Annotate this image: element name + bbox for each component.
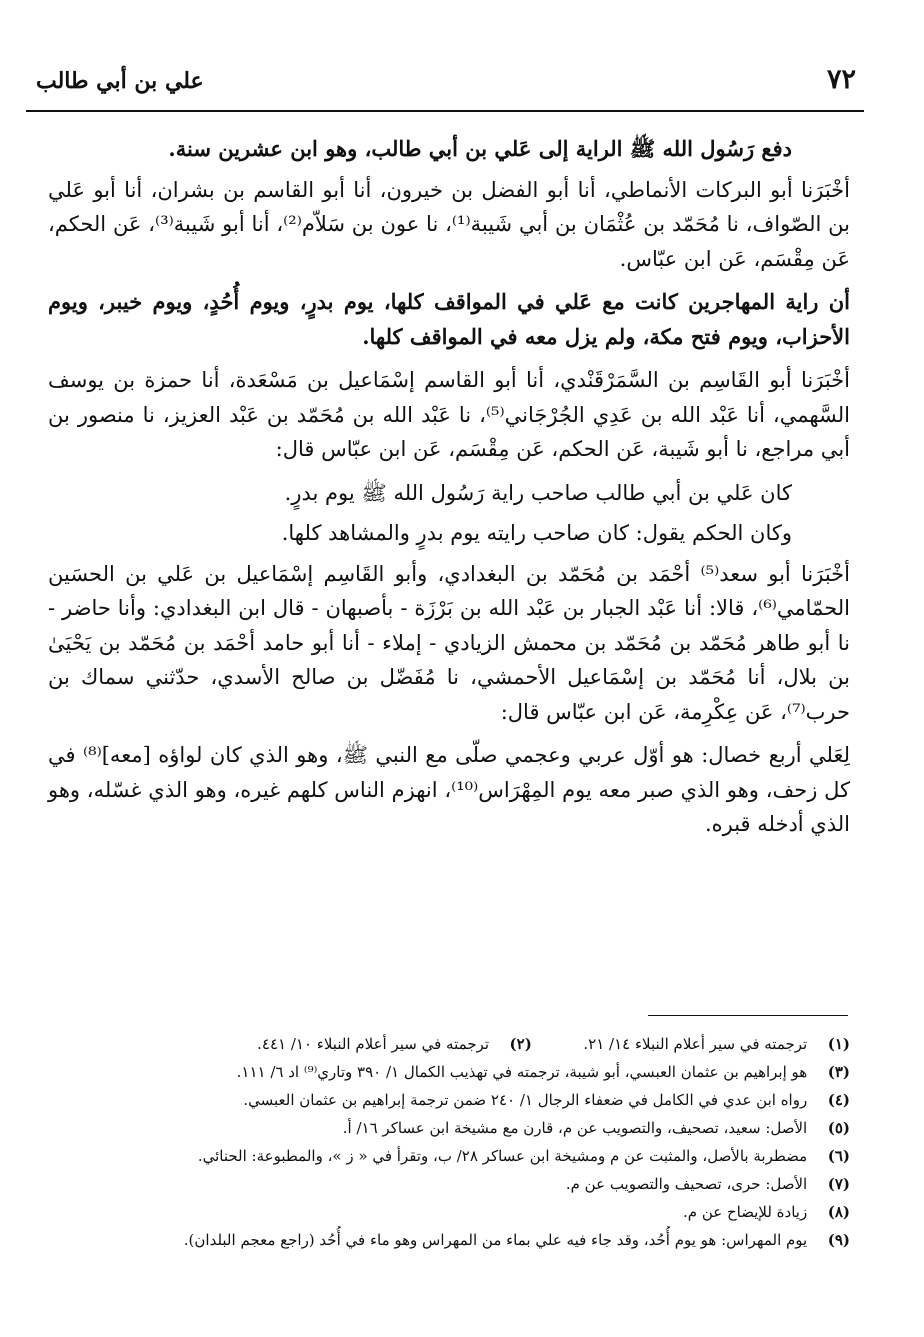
paragraph: دفع رَسُول الله ﷺ الراية إلى عَلي بن أبي طالب، وهو ابن عشرين سنة. (168, 136, 792, 161)
footnote-item (150, 1114, 850, 1142)
page-number: ٧٢ (826, 64, 856, 95)
footnote-item (150, 1198, 850, 1226)
footnote-item (150, 1086, 850, 1114)
paragraph: كان عَلي بن أبي طالب صاحب راية رَسُول الله ﷺ يوم بدرٍ. (284, 480, 792, 505)
footnote-number: (٣) (827, 1063, 850, 1081)
footnote-divider (648, 1015, 848, 1016)
footnote-number: (٦) (827, 1147, 850, 1165)
paragraph: وكان الحكم يقول: كان صاحب رايته يوم بدرٍ والمشاهد كلها. (281, 521, 792, 545)
footnote-number: (٤) (827, 1091, 850, 1109)
footnote-text: رواه ابن عدي في الكامل في ضعفاء الرجال ١/ ٢٤٠ ضمن ترجمة إبراهيم بن عثمان العبسي. (243, 1091, 808, 1109)
footnote-item (150, 1058, 850, 1086)
footnote-item (150, 1142, 850, 1170)
footnote-item (150, 1170, 850, 1198)
footnote-number: (١) (827, 1035, 850, 1053)
footnote-text: مضطربة بالأصل، والمثبت عن م ومشيخة ابن عساكر ٢٨/ ب، وتقرأ في « ز »، والمطبوعة: الحنائي. (197, 1147, 808, 1165)
running-title: علي بن أبي طالب (36, 68, 204, 94)
footnote-text: ترجمته في سير أعلام النبلاء ١٤/ ٢١. (583, 1035, 808, 1053)
footnote-item (150, 1030, 850, 1058)
footnote-text: هو إبراهيم بن عثمان العبسي، أبو شيبة، ترجمته في تهذيب الكمال ١/ ٣٩٠ وتاري⁽⁹⁾ اد ٦/ ١١١. (236, 1063, 808, 1081)
paragraph: لِعَلي أربع خصال: هو أوّل عربي وعجمي صلّى مع النبي ﷺ، وهو الذي كان لواؤه [معه]⁽⁸⁾ في كل زحف، وهو الذي صبر معه يوم المِهْرَاس⁽¹⁰⁾، انهزم الناس كلهم غيره، وهو الذي غسّله، وهو الذي أدخله قبره. (48, 743, 851, 836)
footnote-number: (٢) (509, 1035, 532, 1053)
footnote-text: زيادة للإيضاح عن م. (683, 1203, 808, 1221)
footnote-number: (٧) (827, 1175, 850, 1193)
footnotes-list (150, 1030, 850, 1254)
paragraph: أخْبَرَنا أبو القَاسِم بن السَّمَرْقَنْدي، أنا أبو القاسم إسْمَاعيل بن مَسْعَدة، أنا حمزة بن يوسف السَّهمي، أنا عَبْد الله بن عَدِي الجُرْجَاني⁽⁵⁾، نا عَبْد الله بن مُحَمّد بن عَبْد العزيز، نا منصور بن أبي مراجع، نا أبو شَيبة، عَن الحكم، عَن مِقْسَم، عَن ابن عبّاس قال: (48, 368, 850, 461)
paragraph: أن راية المهاجرين كانت مع عَلي في المواقف كلها، يوم بدرٍ، ويوم أُحُدٍ، ويوم خيبر، ويوم الأحزاب، ويوم فتح مكة، ولم يزل معه في المواقف كلها. (48, 289, 850, 349)
footnote-text: الأصل: سعيد، تصحيف، والتصويب عن م، قارن مع مشيخة ابن عساكر ١٦/ أ. (342, 1119, 808, 1137)
footnote-item (150, 1226, 850, 1254)
page-header (26, 62, 864, 112)
footnote-text: ترجمته في سير أعلام النبلاء ١٠/ ٤٤١. (257, 1035, 490, 1053)
footnote-text: الأصل: حرى، تصحيف والتصويب عن م. (565, 1175, 808, 1193)
footnote-number: (٩) (827, 1231, 850, 1249)
footnote-text: يوم المهراس: هو يوم أُحُد، وقد جاء فيه علي بماء من المهراس وهو ماء في أُحُد (راجع معجم البلدان). (183, 1231, 808, 1249)
paragraph: أخْبَرَنا أبو البركات الأنماطي، أنا أبو الفضل بن خيرون، أنا أبو القاسم بن بشران، أنا أبو عَلي بن الصّواف، نا مُحَمّد بن عُثْمَان بن أبي شَيبة⁽¹⁾، نا عون بن سَلاّم⁽²⁾، أنا أبو شَيبة⁽³⁾، عَن الحكم، عَن مِقْسَم، عَن ابن عبّاس. (48, 177, 850, 271)
paragraph: أخْبَرَنا أبو سعد⁽⁵⁾ أحْمَد بن مُحَمّد بن البغدادي، وأبو القَاسِم إسْمَاعيل بن عَلي بن الحسَين الحمّامي⁽⁶⁾، قالا: أنا عَبْد الجبار بن عَبْد الله بن بَرْزَة - بأصبهان - قال ابن البغدادي: وأنا حاضر - نا أبو طاهر مُحَمّد بن مُحَمّد بن محمش الزيادي - إملاء - أنا أبو حامد أحْمَد بن مُحَمّد بن يَحْيَىٰ بن بلال، أنا مُحَمّد بن إسْمَاعيل الأحمشي، نا مُفَضّل بن صالح الأسدي، حدّثني سماك بن حرب⁽⁷⁾، عَن عِكْرِمة، عَن ابن عبّاس قال: (48, 561, 850, 724)
footnote-number: (٥) (827, 1119, 850, 1137)
main-text (48, 132, 850, 851)
footnote-number: (٨) (827, 1203, 850, 1221)
